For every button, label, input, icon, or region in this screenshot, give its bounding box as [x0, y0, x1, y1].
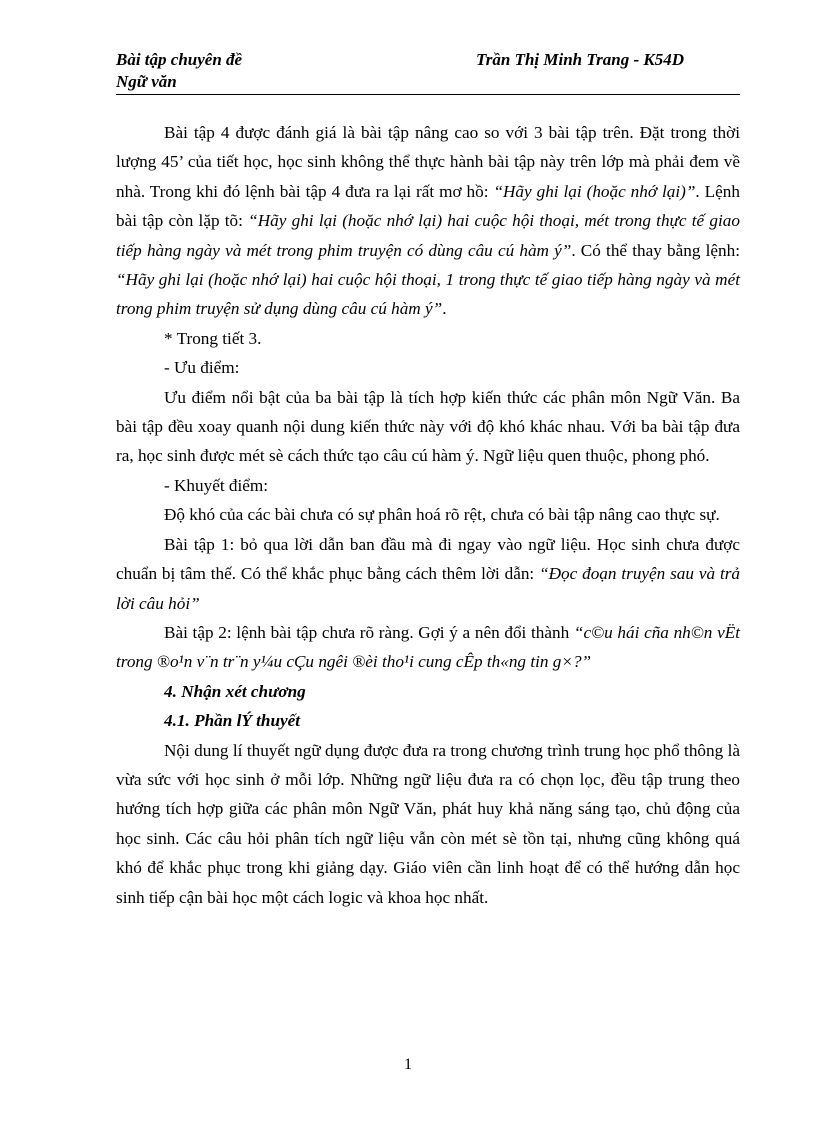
- text-run: .: [442, 299, 447, 319]
- paragraph-disadvantages-label: - Khuyết điểm:: [164, 475, 269, 495]
- page-header: [116, 50, 740, 95]
- paragraph-theory: Nội dung lí thuyết ngữ dụng được đưa ra trong chương trình trung học phổ thông là vừa sức với học sinh ở mỗi lớp. Những ngữ liệu đưa ra có chọn lọc, đều tập trung theo hướng tích hợp giữa các phân môn Ngữ Văn, phát huy khả năng sáng tạo, chủ động của học sinh. Các câu hỏi phân tích ngữ liệu vẫn còn mét sè tồn tại, nhưng cũng không quá khó để khắc phục trong khi giảng dạy. Giáo viên cần linh hoạt để có thể hướng dẫn học sinh tiếp cận bài học một cách logic và khoa học nhất.: [116, 740, 740, 907]
- header-author: Trần Thị Minh Trang - K54D: [476, 50, 684, 69]
- paragraph-advantages-label: - Ưu điểm:: [164, 358, 240, 378]
- subsection-heading: 4.1. Phần lÝ thuyết: [164, 711, 301, 731]
- quote-run: “Đọc đoạn truyện sau và trả lời câu hỏi”: [116, 564, 740, 613]
- paragraph-exercise-2: [116, 618, 740, 677]
- quote-run: “Hãy ghi lại (hoặc nhớ lại) hai cuộc hội thoại, mét trong thực tế giao tiếp hàng ngày và mét trong phim truyện có dùng câu cú hàm ý”: [116, 211, 740, 260]
- header-subject: Bài tập chuyên đề: [116, 50, 243, 69]
- text-run: . Lệnh bài tập còn lặp tõ:: [116, 181, 740, 231]
- paragraph-advantages: Ưu điểm nổi bật của ba bài tập là tích hợp kiến thức các phân môn Ngữ Văn. Ba bài tập đều xoay quanh nội dung kiến thức này với độ khó khác nhau. Với ba bài tập đưa ra, học sinh được mét sè cách thức tạo câu cú hàm ý. Ngữ liệu quen thuộc, phong phó.: [116, 387, 740, 466]
- header-subject-cont: Ngữ văn: [116, 72, 177, 91]
- section-heading: 4. Nhận xét chương: [164, 681, 306, 701]
- paragraph-exercise-1: [116, 530, 740, 618]
- paragraph-exercise-4: [116, 118, 740, 324]
- text-run: Bài tập 1: bỏ qua lời dẫn ban đầu mà đi ngay vào ngữ liệu. Học sinh chưa được chuẩn bị tâm thế. Có thể khắc phục bằng cách thêm lời dẫn:: [116, 534, 740, 584]
- paragraph-lesson-3: * Trong tiết 3.: [164, 328, 262, 348]
- document-body: [116, 118, 740, 912]
- text-run: Bài tập 4 được đánh giá là bài tập nâng cao so với 3 bài tập trên. Đặt trong thời lượng 45’ của tiết học, học sinh không thể thực hành bài tập này trên lớp mà phải đem về nhà. Trong khi đó lệnh bài tập 4 đưa ra lại rất mơ hồ:: [116, 123, 740, 201]
- quote-run: “c©u hái cña nh©n vËt trong ®o¹n v¨n tr¨n y¼u cÇu ngêi ®èi tho¹i cung cÊp th«ng tin g×?”: [116, 622, 740, 672]
- text-run: Bài tập 2: lệnh bài tập chưa rõ ràng. Gợi ý a nên đổi thành: [164, 622, 574, 642]
- paragraph-disadvantages: Độ khó của các bài chưa có sự phân hoá rõ rệt, chưa có bài tập nâng cao thực sự.: [164, 505, 720, 525]
- quote-run: “Hãy ghi lại (hoặc nhớ lại) hai cuộc hội thoại, 1 trong thực tế giao tiếp hàng ngày và mét trong phim truyện sử dụng dùng câu cú hàm ý”: [116, 270, 740, 319]
- page-number: 1: [404, 1056, 412, 1073]
- quote-run: “Hãy ghi lại (hoặc nhớ lại)”: [493, 181, 696, 201]
- text-run: . Có thể thay bằng lệnh:: [571, 240, 740, 260]
